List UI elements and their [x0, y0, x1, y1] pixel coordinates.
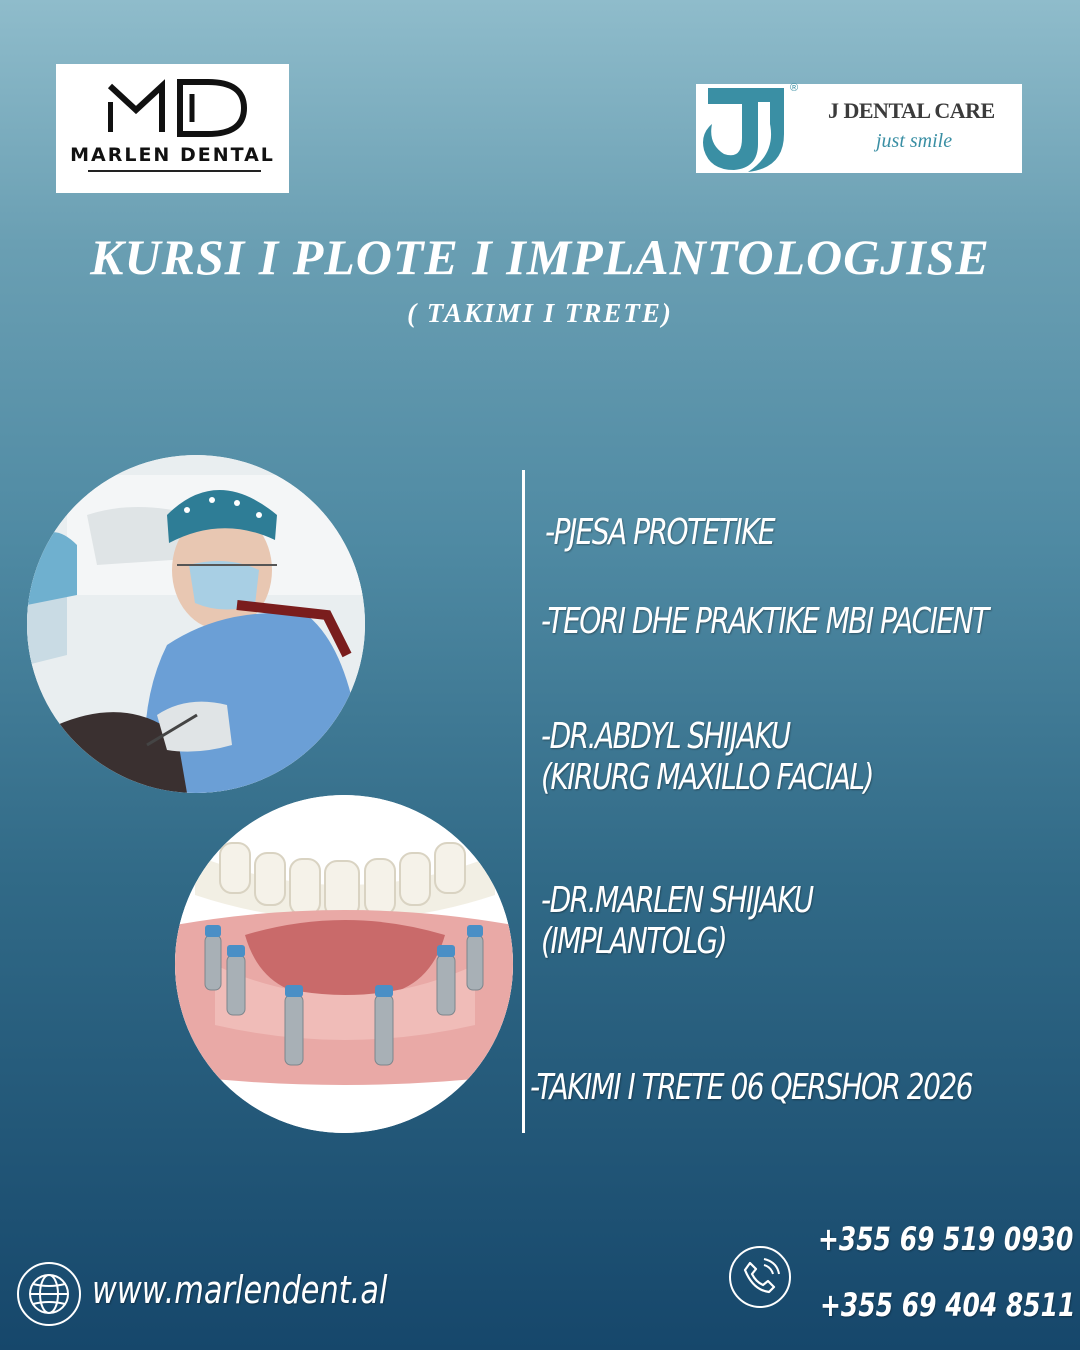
marlen-dental-logo: [56, 64, 289, 193]
j-dental-care-tagline: just smile: [876, 130, 953, 152]
page-subtitle: ( TAKIMI I TRETE): [407, 298, 673, 328]
implant-model-photo: [175, 795, 513, 1133]
info-item-dr-abdyl: -DR.ABDYL SHIJAKU (KIRURG MAXILLO FACIAL): [541, 716, 873, 798]
logo-underline: [88, 170, 261, 172]
info-item-dr-marlen: -DR.MARLEN SHIJAKU (IMPLANTOLG): [541, 880, 813, 962]
phone-icon: [729, 1246, 791, 1308]
dentist-photo: [27, 455, 365, 793]
j-dental-care-brand: J DENTAL CARE: [828, 98, 995, 123]
vertical-divider: [522, 470, 525, 1133]
globe-icon: [17, 1262, 81, 1326]
info-item-theory-practice: -TEORI DHE PRAKTIKE MBI PACIENT: [541, 601, 988, 642]
page-title: KURSI I PLOTE I IMPLANTOLOGJISE: [90, 229, 990, 285]
md-monogram-icon: [108, 76, 248, 140]
phone-number-1[interactable]: +355 69 519 0930: [818, 1220, 1074, 1258]
info-item-prosthetics: -PJESA PROTETIKE: [545, 512, 775, 553]
j-dental-care-logo: [696, 84, 1022, 173]
registered-mark: ®: [790, 82, 799, 94]
phone-number-2[interactable]: +355 69 404 8511: [820, 1286, 1076, 1324]
j-logo-icon: [698, 84, 788, 172]
info-item-meeting-date: -TAKIMI I TRETE 06 QERSHOR 2026: [530, 1067, 973, 1108]
marlen-dental-name: MARLEN DENTAL: [70, 144, 275, 166]
website-link[interactable]: www.marlendent.al: [92, 1268, 388, 1312]
